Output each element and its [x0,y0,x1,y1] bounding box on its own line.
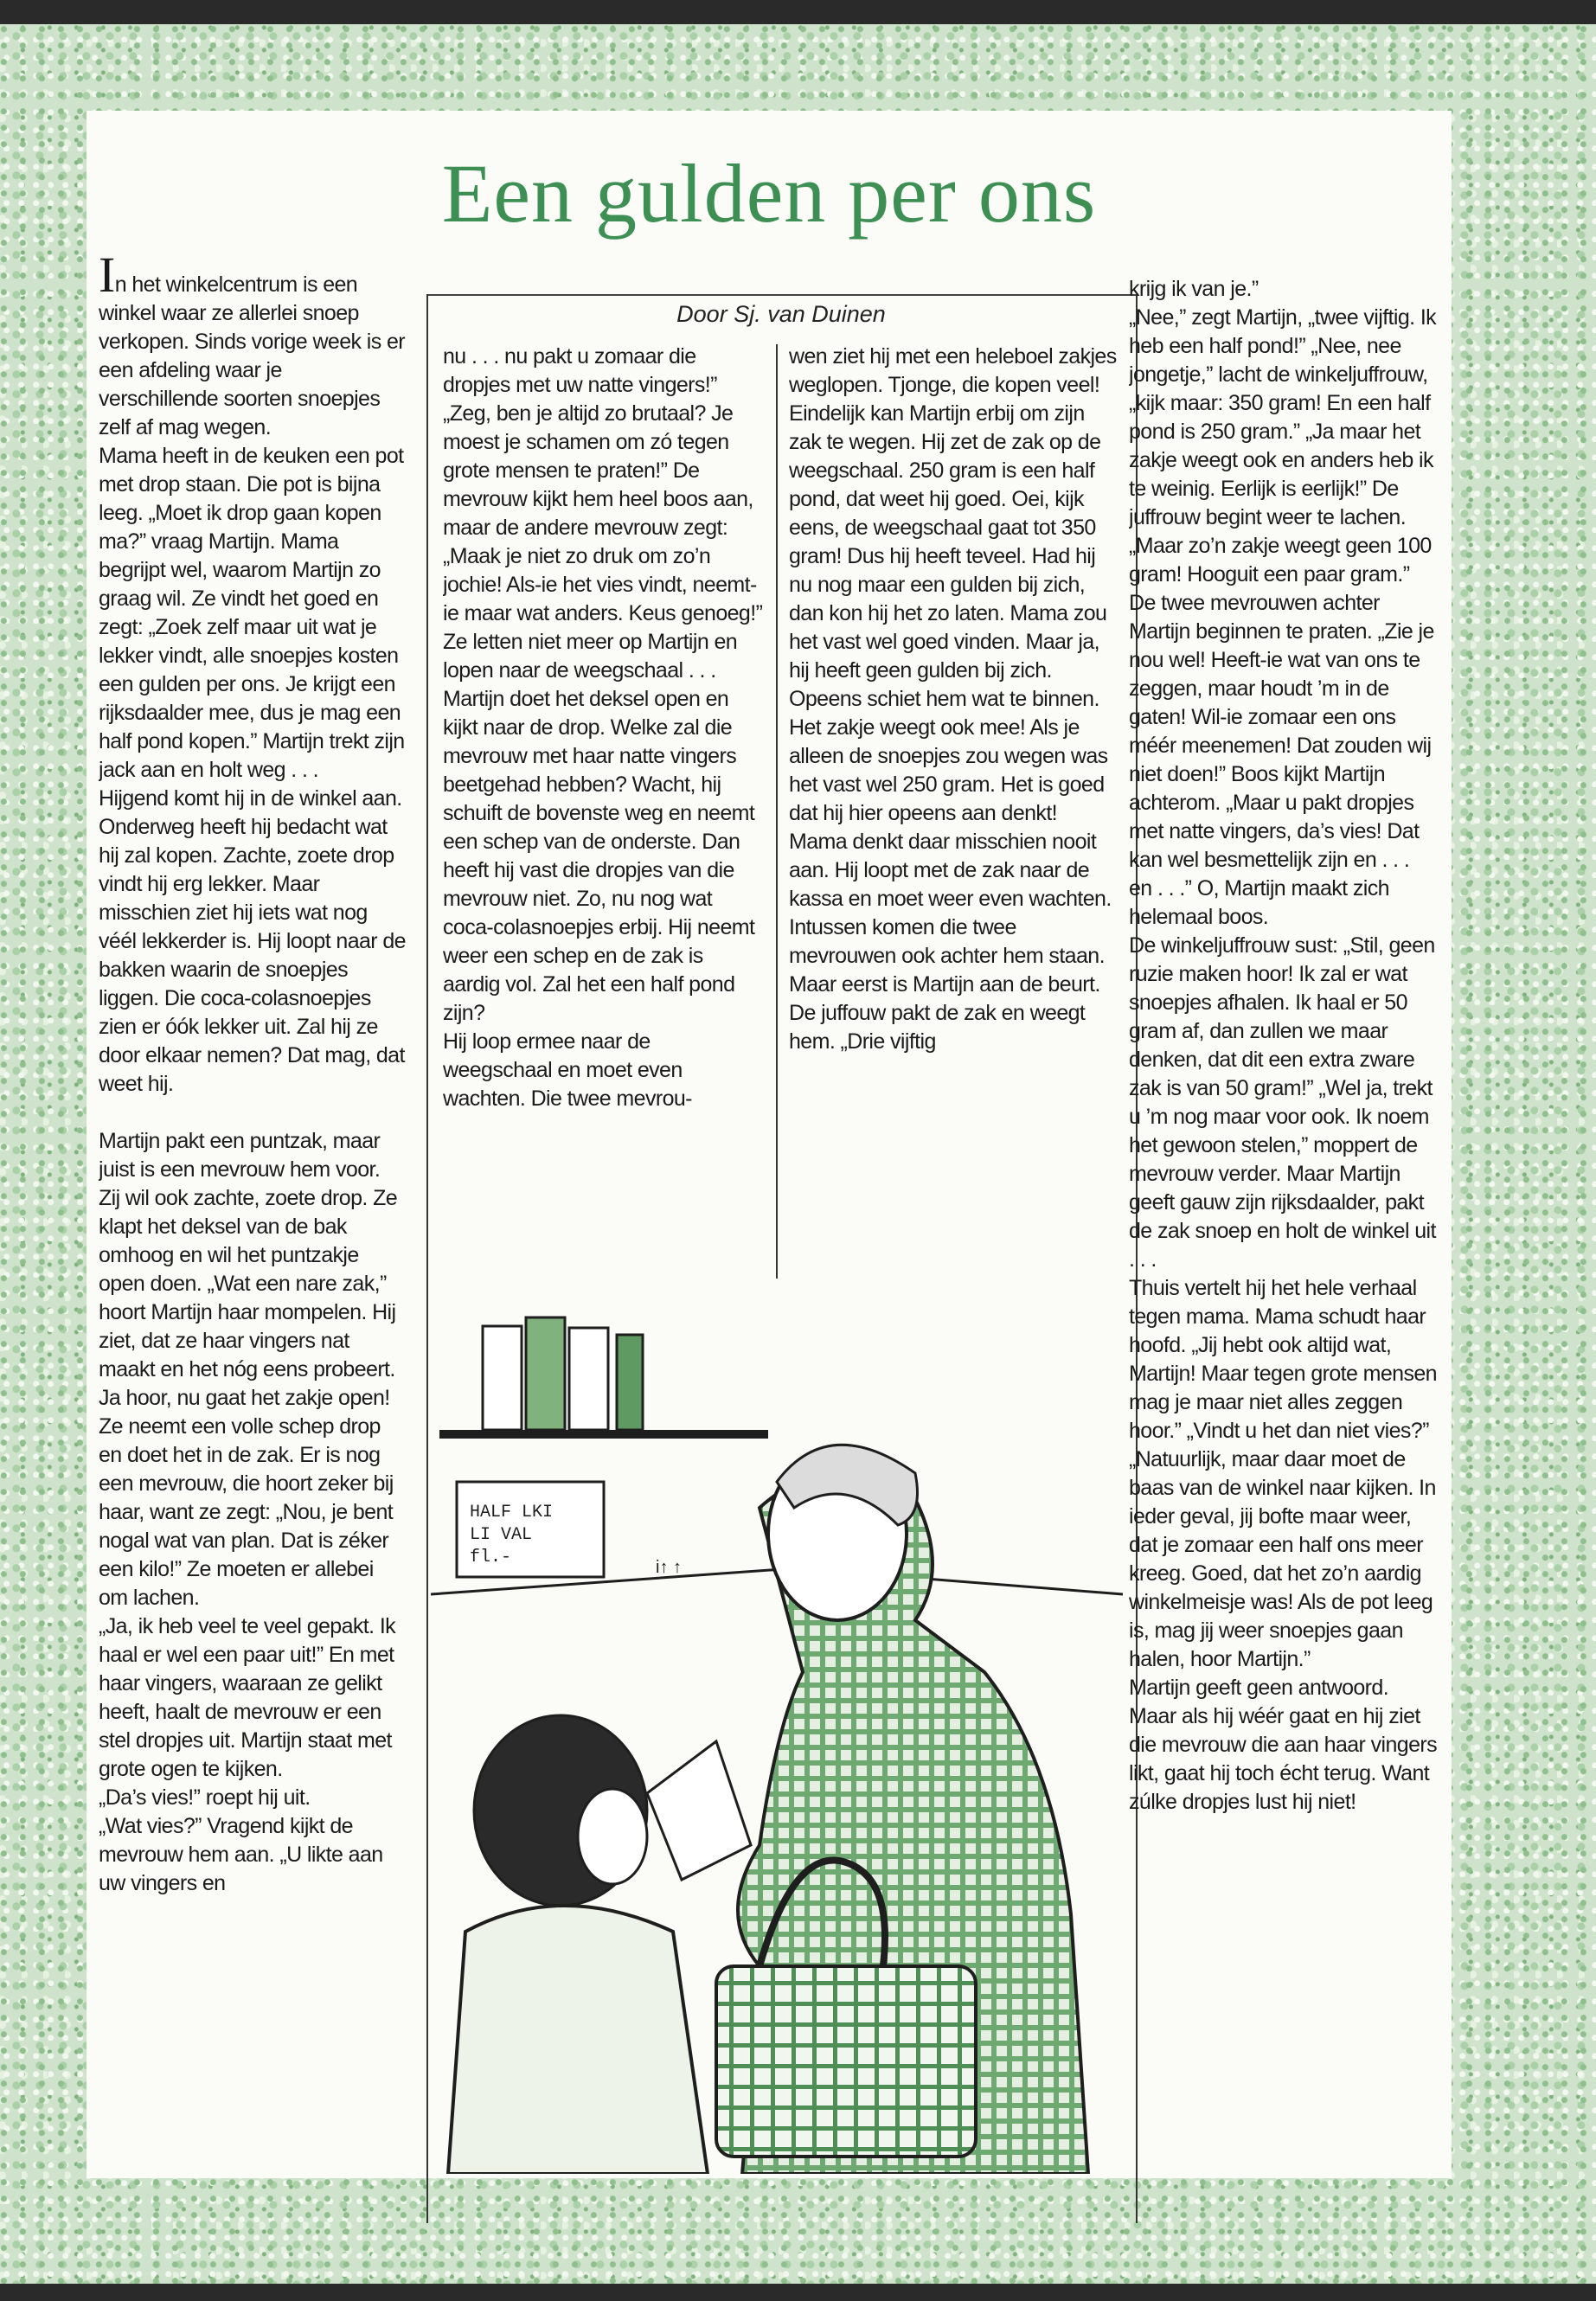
article-title: Een gulden per ons [441,147,1097,240]
counter-mark: i↑ ↑ [656,1558,682,1577]
paper-bag [647,1741,751,1880]
boy-jacket [448,1906,708,2174]
price-sign [457,1482,604,1577]
shop-illustration [431,1309,1123,2174]
article-panel [87,111,1452,2178]
price-sign-text: HALF LKI LI VAL fl.- [470,1503,554,1567]
drop-cap: I [99,258,115,303]
article-column-1 [99,258,406,2118]
column-1-text: n het winkelcentrum is een winkel waar ze allerlei snoep verkopen. Sinds vorige week is er een afdeling waar je verschillende soorten snoepjes zelf af mag wegen. Mama heeft in de keuken een pot met drop staan. Die pot is bijna leeg. „Moet ik drop gaan kopen ma?” vraag Martijn. Mama begrijpt wel, waarom Martijn zo graag wil. Ze vindt het goed en zegt: „Zoek zelf maar uit wat je lekker vindt, alle snoepjes kosten een gulden per ons. Je krijgt een rijksdaalder mee, dus je mag een half pond kopen.” Martijn trekt zijn jack aan en holt weg . . . Hijgend komt hij in de winkel aan. Onderweg heeft hij bedacht wat hij zal kopen. Zachte, zoete drop vindt hij erg lekker. Maar misschien ziet hij iets wat nog véél lekkerder is. Hij loopt naar de bakken waarin de snoepjes liggen. Die coca-colasnoepjes zien er óók lekker uit. Zal hij ze door elkaar nemen? Dat mag, dat weet hij. Martijn pakt een puntzak, maar juist is een mevrouw hem voor. Zij wil ook zachte, zoete drop. Ze klapt het deksel van de bak omhoog en wil het puntzakje open doen. „Wat een nare zak,” hoort Martijn haar mompelen. Hij ziet, dat ze haar vingers nat maakt en het nóg eens probeert. Ja hoor, nu gaat het zakje open! Ze neemt een volle schep drop en doet het in de zak. Er is nog een mevrouw, die hoort zeker bij haar, want ze zegt: „Nou, je bent nogal wat van plan. Dat is zéker een kilo!” Ze moeten er allebei om lachen. „Ja, ik heb veel te veel gepakt. Ik haal er wel een paar uit!” En met haar vingers, waaraan ze gelikt heeft, haalt de mevrouw er een stel dropjes uit. Martijn staat met grote ogen te kijken. „Da’s vies!” roept hij uit. „Wat vies?” Vragend kijkt de mevrouw hem aan. „U likte aan uw vingers en [99,272,406,1895]
article-column-4: krijg ik van je.” „Nee,” zegt Martijn, „twee vijftig. Ik heb een half pond!” „Nee, nee jongetje,” lacht de winkeljuffrouw, „kijk maar: 350 gram! En een half pond is 250 gram.” „Ja maar het zakje weegt ook en anders heb ik te weinig. Eerlijk is eerlijk!” De juffrouw begint weer te lachen. „Maar zo’n zakje weegt geen 100 gram! Hooguit een paar gram.” De twee mevrouwen achter Martijn beginnen te praten. „Zie je nou wel! Heeft-ie wat van ons te zeggen, maar houdt ’m in de gaten! Wil-ie zomaar een ons méér meenemen! Dat zouden wij niet doen!” Boos kijkt Martijn achterom. „Maar u pakt dropjes met natte vingers, da’s vies! Dat kan wel besmettelijk zijn en . . . en . . .” O, Martijn maakt zich helemaal boos. De winkeljuffrouw sust: „Stil, geen ruzie maken hoor! Ik zal er wat snoepjes afhalen. Ik haal er 50 gram af, dan zullen we maar denken, dat dit een extra zware zak is van 50 gram!” „Wel ja, trekt u ’m nog maar voor ook. Ik noem het gewoon stelen,” moppert de mevrouw verder. Maar Martijn geeft gauw zijn rijksdaalder, pakt de zak snoep en holt de winkel uit . . . Thuis vertelt hij het hele verhaal tegen mama. Mama schudt haar hoofd. „Jij hebt ook altijd wat, Martijn! Maar tegen grote mensen mag je maar niet alles zeggen hoor.” „Vindt u het dan niet vies?” „Natuurlijk, maar daar moet de baas van de winkel naar kijken. In ieder geval, jij bofte maar weer, dat je zomaar een half ons meer kreeg. Goed, dat het zo’n aardig winkelmeisje was! Als de pot leeg is, mag jij weer snoepjes gaan halen, hoor Martijn.” Martijn geeft geen antwoord. Maar als hij wéér gaat en hij ziet die mevrouw die aan haar vingers likt, gaat hij toch écht terug. Want zúlke dropjes lust hij niet! [1129,277,1438,1814]
column-rule-left [426,294,428,2223]
patterned-border [0,24,1596,2284]
byline: Door Sj. van Duinen [426,294,1136,336]
boy-face [578,1789,647,1884]
article-column-2: nu . . . nu pakt u zomaar die dropjes met uw natte vingers!” „Zeg, ben je altijd zo brutaal? Je moest je schamen om zó tegen grote mensen te praten!” De mevrouw kijkt hem heel boos aan, maar de andere mevrouw zegt: „Maak je niet zo druk om zo’n jochie! Als-ie het vies vindt, neemt-ie maar wat anders. Keus genoeg!” Ze letten niet meer op Martijn en lopen naar de weegschaal . . . Martijn doet het deksel open en kijkt naar de drop. Welke zal die mevrouw met haar natte vingers beetgehad hebben? Wacht, hij schuift de bovenste weg en neemt een schep van de onderste. Dan heeft hij vast die dropjes van die mevrouw niet. Zo, nu nog wat coca-colasnoepjes erbij. Hij neemt weer een schep en de zak is aardig vol. Zal het een half pond zijn? Hij loop ermee naar de weegschaal en moet even wachten. Die twee mevrou- [443,344,763,1111]
jars-on-shelf [483,1317,643,1430]
article-column-3: wen ziet hij met een heleboel zakjes weglopen. Tjonge, die kopen veel! Eindelijk kan Martijn erbij om zijn zak te wegen. Hij zet de zak op de weegschaal. 250 gram is een half pond, dat weet hij goed. Oei, kijk eens, de weegschaal gaat tot 350 gram! Dus hij heeft teveel. Had hij nu nog maar een gulden bij zich, dan kon hij het zo laten. Mama zou het vast wel goed vinden. Maar ja, hij heeft geen gulden bij zich. Opeens schiet hem wat te binnen. Het zakje weegt ook mee! Als je alleen de snoepjes zou wegen was het vast wel 250 gram. Het is goed dat hij hier opeens aan denkt! Mama denkt daar misschien nooit aan. Hij loopt met de zak naar de kassa en moet weer even wachten. Intussen komen die twee mevrouwen ook achter hem staan. Maar eerst is Martijn aan de beurt. De juffouw pakt de zak en weegt hem. „Drie vijftig [789,344,1117,1054]
column-rule-middle [776,344,778,1279]
